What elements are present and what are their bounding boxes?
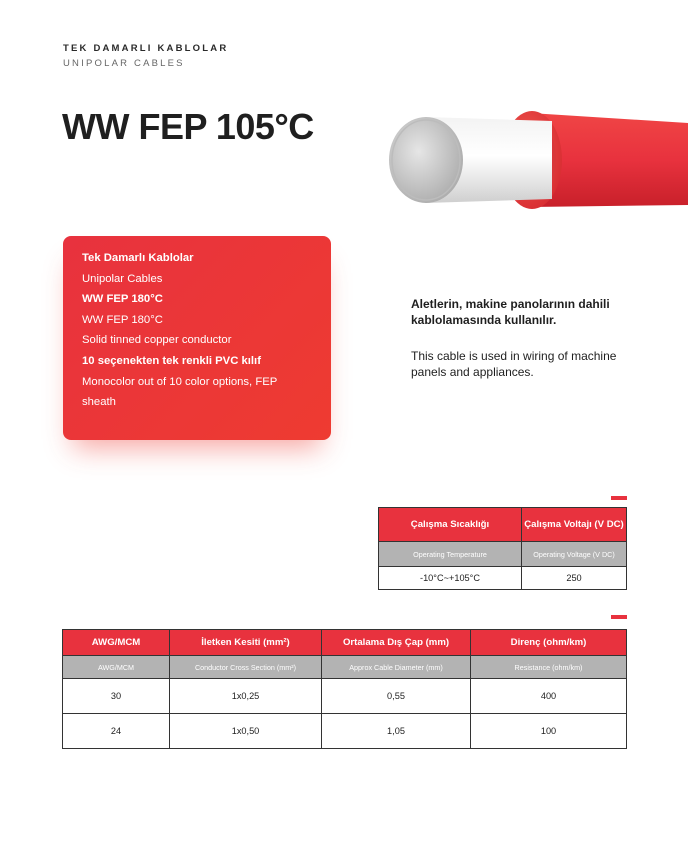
- value-cell: 100: [471, 714, 627, 749]
- card-line: Monocolor out of 10 color options, FEP sheath: [82, 375, 278, 409]
- table-row: [63, 679, 627, 714]
- section-kicker-en: UNIPOLAR CABLES: [63, 58, 185, 69]
- operating-conditions-table: [378, 507, 627, 590]
- header-cell: Direnç (ohm/km): [471, 630, 627, 656]
- usage-description-en: This cable is used in wiring of machine panels and appliances.: [411, 349, 617, 379]
- usage-description-tr: Aletlerin, makine panolarının dahili kablolamasında kullanılır.: [411, 297, 610, 327]
- card-line: Unipolar Cables: [82, 272, 163, 285]
- section-kicker-tr: TEK DAMARLI KABLOLAR: [63, 43, 229, 54]
- card-line: WW FEP 180°C: [82, 313, 163, 326]
- card-line: 10 seçenekten tek renkli PVC kılıf: [82, 354, 261, 367]
- table-row: [63, 714, 627, 749]
- card-line: WW FEP 180°C: [82, 293, 163, 306]
- accent-mark: [611, 496, 627, 500]
- subheader-cell: Approx Cable Diameter (mm): [322, 656, 471, 679]
- header-cell: AWG/MCM: [63, 630, 170, 656]
- value-cell: 30: [63, 679, 170, 714]
- table-header-row: [379, 508, 627, 542]
- cable-illustration: [380, 95, 688, 225]
- table-subheader-row: [63, 656, 627, 679]
- value-cell: 24: [63, 714, 170, 749]
- header-cell: İletken Kesiti (mm²): [170, 630, 322, 656]
- value-cell: 250: [522, 567, 627, 590]
- subheader-cell: Resistance (ohm/km): [471, 656, 627, 679]
- header-cell: Ortalama Dış Çap (mm): [322, 630, 471, 656]
- accent-mark: [611, 615, 627, 619]
- card-line: Tek Damarlı Kablolar: [82, 252, 194, 264]
- product-title: WW FEP 105°C: [62, 106, 314, 147]
- table-header-row: [63, 630, 627, 656]
- subheader-cell: Operating Temperature: [379, 542, 522, 567]
- value-cell: -10°C~+105°C: [379, 567, 522, 590]
- card-line: Solid tinned copper conductor: [82, 334, 232, 347]
- table-subheader-row: [379, 542, 627, 567]
- subheader-cell: Conductor Cross Section (mm²): [170, 656, 322, 679]
- subheader-cell: Operating Voltage (V DC): [522, 542, 627, 567]
- value-cell: 400: [471, 679, 627, 714]
- header-cell: Çalışma Voltajı (V DC): [522, 508, 627, 542]
- value-cell: 1x0,50: [170, 714, 322, 749]
- table-row: [379, 567, 627, 590]
- value-cell: 1,05: [322, 714, 471, 749]
- product-features-card: [63, 236, 331, 440]
- subheader-cell: AWG/MCM: [63, 656, 170, 679]
- value-cell: 1x0,25: [170, 679, 322, 714]
- specifications-table: [62, 629, 627, 749]
- value-cell: 0,55: [322, 679, 471, 714]
- header-cell: Çalışma Sıcaklığı: [379, 508, 522, 542]
